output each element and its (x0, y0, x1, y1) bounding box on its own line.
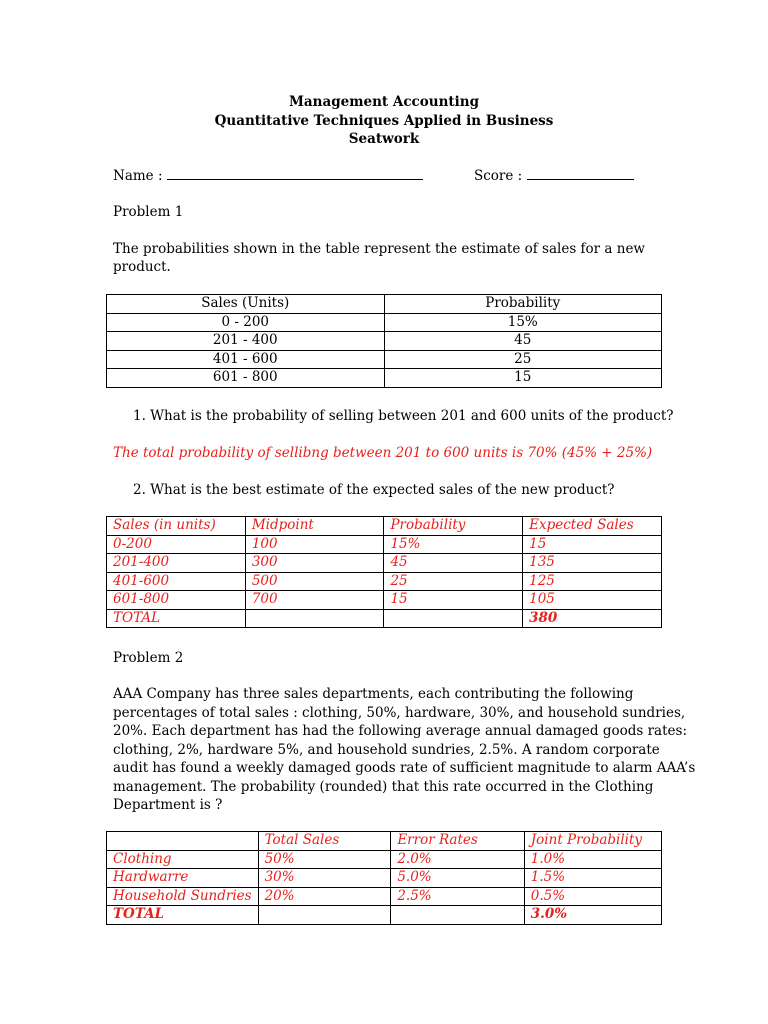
table-cell (391, 906, 524, 925)
table-cell: 0-200 (107, 535, 246, 554)
table-cell: 201-400 (107, 554, 246, 573)
table-cell: 15 (523, 535, 662, 554)
table-cell: 401-600 (107, 572, 246, 591)
name-field (113, 167, 423, 184)
table-cell: 201 - 400 (107, 332, 385, 351)
topic-title: Quantitative Techniques Applied in Business (214, 113, 554, 129)
score-label: Score : (474, 168, 523, 184)
table-cell: 105 (523, 591, 662, 610)
paragraph-line: percentages of total sales : clothing, 50%, hardware, 30%, and household sundries, (113, 704, 686, 721)
table-cell: 1.0% (524, 850, 661, 869)
problem2-title: Problem 2 (113, 650, 184, 666)
joint-probability-table (106, 831, 662, 925)
table-cell: 50% (258, 850, 391, 869)
table-cell: 15% (384, 313, 661, 332)
table-row (107, 535, 662, 554)
table-total-row (107, 609, 662, 628)
activity-title: Seatwork (348, 131, 420, 147)
table-cell: 45 (384, 554, 523, 573)
score-field (474, 167, 634, 184)
table-cell: 15 (384, 369, 661, 388)
table-cell: Household Sundries (107, 887, 259, 906)
paragraph-line: management. The probability (rounded) that this rate occurred in the Clothing (113, 778, 654, 795)
table-header-row (107, 295, 662, 314)
table-row (107, 850, 662, 869)
score-blank (527, 167, 634, 180)
header-cell: Error Rates (391, 832, 524, 851)
table-cell: 401 - 600 (107, 350, 385, 369)
table-cell: 125 (523, 572, 662, 591)
header-cell: Expected Sales (523, 517, 662, 536)
table-cell: 2.5% (391, 887, 524, 906)
table-cell: 5.0% (391, 869, 524, 888)
paragraph-line: clothing, 2%, hardware 5%, and household sundries, 2.5%. A random corporate (113, 741, 660, 758)
name-blank (167, 167, 423, 180)
table-cell: 45 (384, 332, 661, 351)
table-header-row (107, 832, 662, 851)
table-row (107, 887, 662, 906)
table-cell: Clothing (107, 850, 259, 869)
total-label-cell: TOTAL (107, 906, 259, 925)
table-cell: 30% (258, 869, 391, 888)
table-cell (258, 906, 391, 925)
table-cell: 500 (245, 572, 384, 591)
paragraph-line: audit has found a weekly damaged goods rate of sufficient magnitude to alarm AAA’s (113, 760, 696, 776)
answer-1: The total probability of sellibng between 201 to 600 units is 70% (45% + 25%) (113, 445, 653, 461)
header-cell: Midpoint (245, 517, 384, 536)
paragraph-line: Department is ? (113, 797, 223, 813)
sales-probability-table (106, 294, 662, 388)
table-cell: 300 (245, 554, 384, 573)
table-row (107, 313, 662, 332)
table-cell: 700 (245, 591, 384, 610)
table-row (107, 332, 662, 351)
total-value-cell: 3.0% (524, 906, 661, 925)
header-cell: Sales (Units) (107, 295, 385, 314)
table-cell: 601-800 (107, 591, 246, 610)
table-cell (384, 609, 523, 628)
table-row (107, 350, 662, 369)
question-2: 2. What is the best estimate of the expected sales of the new product? (133, 482, 615, 498)
table-cell: 15 (384, 591, 523, 610)
header-cell (107, 832, 259, 851)
problem2-paragraph (113, 685, 695, 815)
table-row (107, 591, 662, 610)
header-cell: Probability (384, 517, 523, 536)
total-label-cell: TOTAL (107, 609, 246, 628)
header-cell: Sales (in units) (107, 517, 246, 536)
table-cell: 25 (384, 572, 523, 591)
question-1: 1. What is the probability of selling between 201 and 600 units of the product? (133, 408, 674, 424)
course-title: Management Accounting (288, 94, 480, 110)
table-cell: 0.5% (524, 887, 661, 906)
name-label: Name : (113, 168, 163, 184)
problem1-title: Problem 1 (113, 204, 184, 220)
paragraph-line: 20%. Each department has had the following average annual damaged goods rates: (113, 723, 688, 739)
header-cell: Joint Probability (524, 832, 661, 851)
table-cell: 135 (523, 554, 662, 573)
table-row (107, 369, 662, 388)
table-row (107, 869, 662, 888)
expected-sales-table (106, 516, 662, 628)
table-cell: 25 (384, 350, 661, 369)
total-value-cell: 380 (523, 609, 662, 628)
table-cell: 2.0% (391, 850, 524, 869)
table-cell (245, 609, 384, 628)
table-total-row (107, 906, 662, 925)
table-row (107, 572, 662, 591)
table-row (107, 554, 662, 573)
table-cell: 20% (258, 887, 391, 906)
header-cell: Probability (384, 295, 661, 314)
problem1-intro-line2: product. (113, 259, 171, 275)
table-cell: 15% (384, 535, 523, 554)
header-cell: Total Sales (258, 832, 391, 851)
table-cell: 1.5% (524, 869, 661, 888)
table-cell: 0 - 200 (107, 313, 385, 332)
table-cell: 601 - 800 (107, 369, 385, 388)
table-cell: 100 (245, 535, 384, 554)
table-cell: Hardwarre (107, 869, 259, 888)
paragraph-line: AAA Company has three sales departments, each contributing the following (113, 686, 634, 702)
problem1-intro-line1: The probabilities shown in the table represent the estimate of sales for a new (113, 241, 645, 257)
table-header-row (107, 517, 662, 536)
